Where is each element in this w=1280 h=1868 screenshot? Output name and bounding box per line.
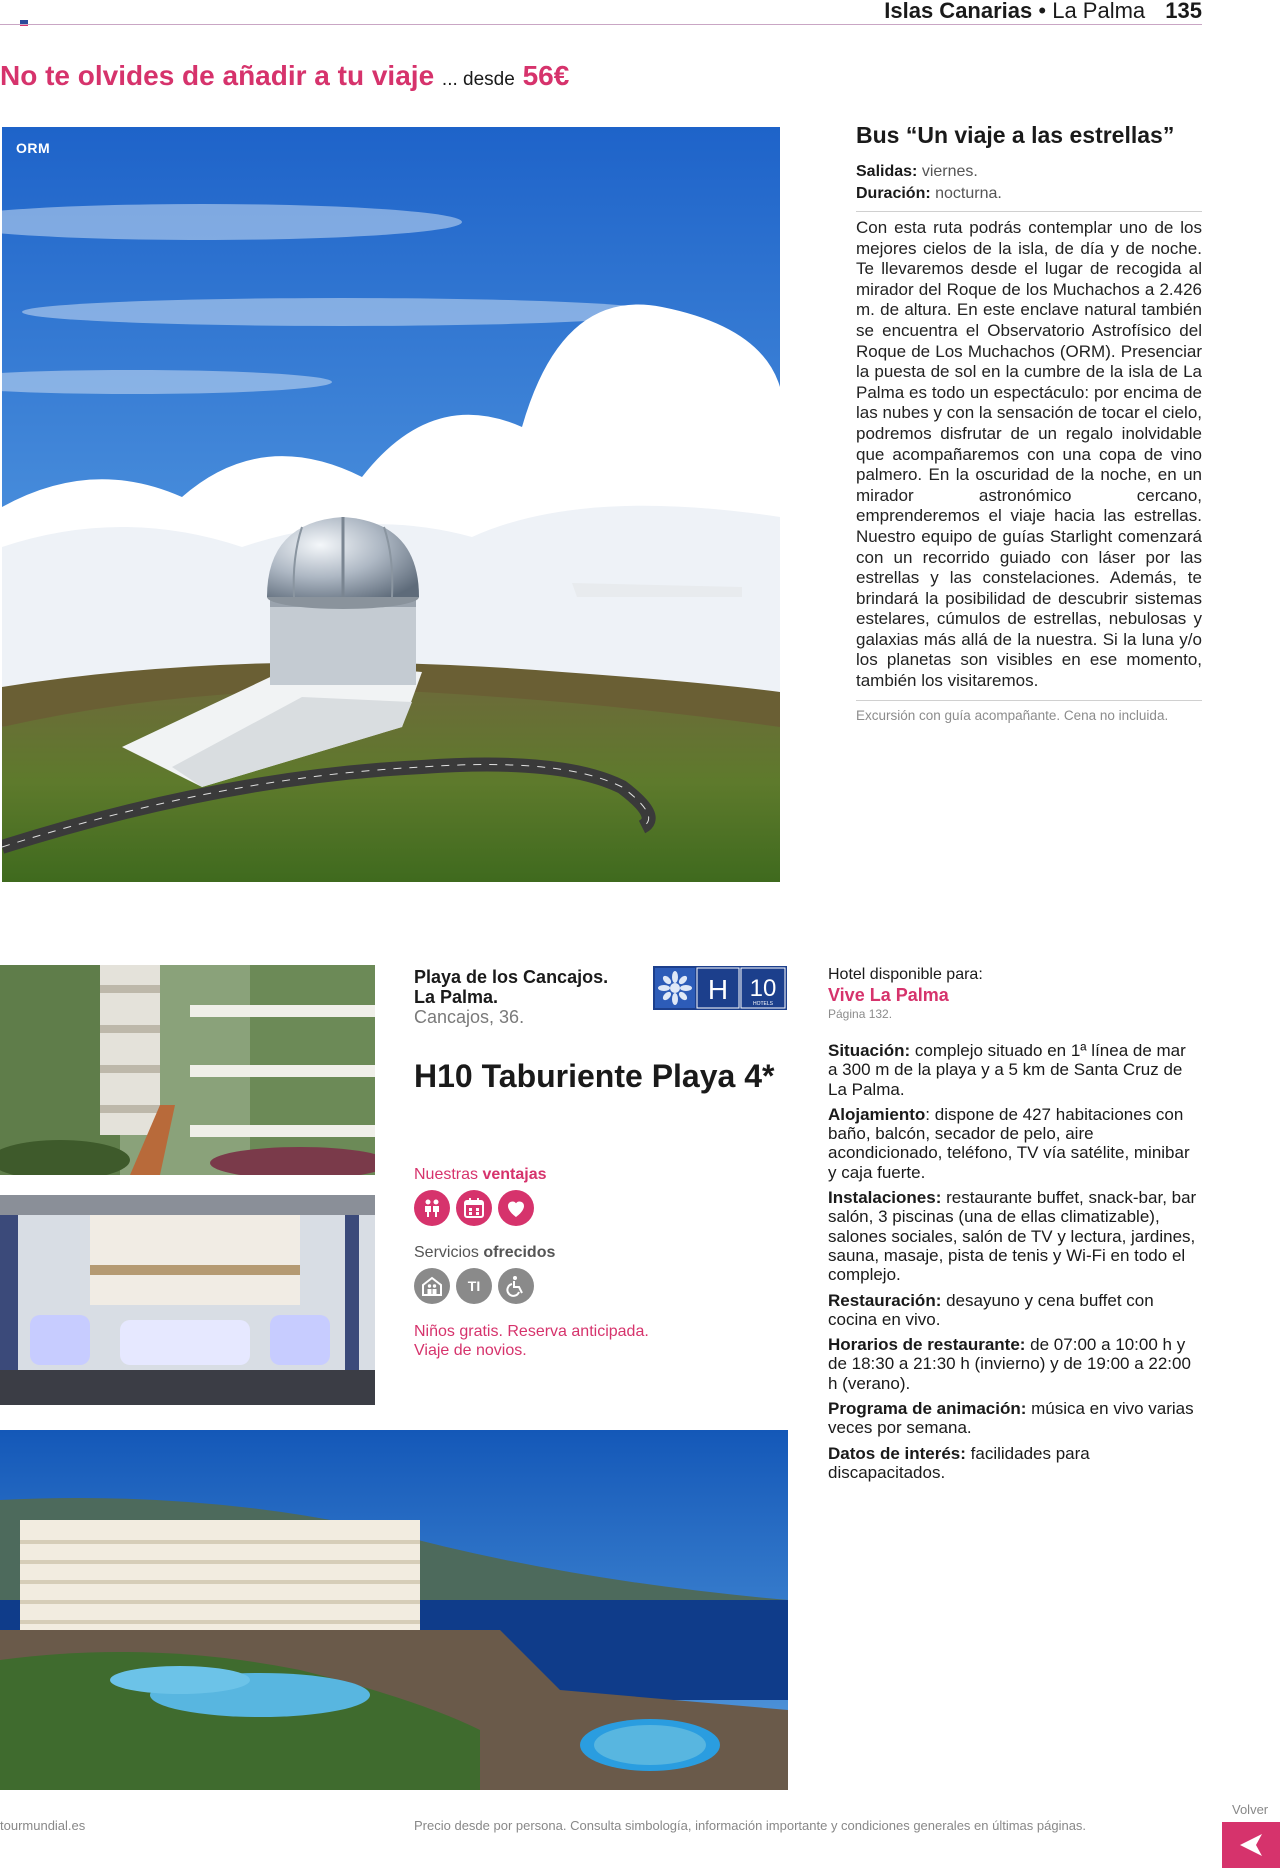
detail-horarios <box>828 1335 1198 1393</box>
detail-text: desayuno y cena buffet con cocina en vivo. <box>828 1290 1154 1329</box>
heart-icon <box>498 1190 534 1226</box>
exterior-illustration <box>0 1430 788 1790</box>
logo-hotels: HOTELS <box>752 1001 774 1007</box>
hotel-availability <box>828 966 1198 1021</box>
back-label[interactable]: Volver <box>1232 1802 1269 1817</box>
header-title <box>884 0 1202 24</box>
detail-text: música en vivo varias veces por semana. <box>828 1399 1194 1438</box>
atrium-illustration <box>0 965 375 1175</box>
hotel-exterior-photo <box>0 1430 788 1790</box>
excursion-description: Con esta ruta podrás contemplar uno de los mejores cielos de la isla, de día y de noche. Te llevaremos desde el lugar de recogida al mirador del Roque de los Muchachos a 2.426 m. de altura. En este enclave natural también se encuentra el Observatorio Astrofísico del Roque de Los Muchachos (ORM). Presenciar la puesta de sol en la cumbre de la isla de La Palma es todo un espectáculo: por encima de las nubes y con la sensación de tocar el cielo, podremos disfrutar de un regalo inolvidable que acompañaremos con una copa de vino palmero. En la oscuridad de la noche, en un mirador astronómico cercano, emprenderemos el viaje hacia las estrellas. Nuestro equipo de guías Starlight comenzará con un recorrido guiado con láser por las estrellas y las constelaciones. Además, te brindará la posibilidad de descubrir sistemas estelares, cúmulos de estrellas, nebulosas y galaxias más allá de la nuestra. Si la luna y/o los planetas son visibles en ese momento, también los visitaremos. <box>856 218 1202 691</box>
back-button[interactable] <box>1222 1822 1280 1868</box>
header-rule <box>0 24 1202 25</box>
detail-alojamiento <box>828 1105 1198 1182</box>
observatory-illustration <box>2 127 780 882</box>
detail-label: Situación: <box>828 1041 911 1060</box>
detail-text: restaurante buffet, snack-bar, bar salón, 3 piscinas (una de ellas climatizable), salones sociales, salón de TV y lectura, jardines, sauna, masaje, pista de tenis y Wi-Fi en todo el complejo. <box>828 1188 1197 1285</box>
divider <box>856 211 1202 212</box>
ventajas-prefix: Nuestras <box>414 1166 479 1183</box>
detail-situacion <box>828 1041 1198 1099</box>
wheelchair-icon <box>498 1268 534 1304</box>
excursion-panel <box>856 122 1202 724</box>
header-separator: • <box>1038 0 1047 23</box>
detail-label: Programa de animación: <box>828 1399 1027 1419</box>
excursion-note: Excursión con guía acompañante. Cena no incluida. <box>856 707 1169 723</box>
hotel-offers <box>414 1322 649 1360</box>
program-link[interactable]: Vive La Palma <box>828 985 949 1005</box>
hotel-address <box>414 967 634 1027</box>
duracion-label: Duración: <box>856 185 931 202</box>
servicios-heading <box>414 1244 555 1262</box>
footer-site[interactable]: tourmundial.es <box>0 1818 86 1833</box>
detail-restauracion <box>828 1291 1198 1330</box>
detail-label: Alojamiento <box>828 1104 926 1124</box>
duracion-value: nocturna. <box>935 185 1002 202</box>
ventajas-icons <box>414 1190 534 1226</box>
salidas-label: Salidas: <box>856 163 918 180</box>
header-island: La Palma <box>1052 0 1146 23</box>
back-arrow-icon <box>1236 1830 1266 1860</box>
servicios-bold: ofrecidos <box>483 1244 556 1261</box>
logo-10: 10 <box>749 975 777 1002</box>
h10-logo-mark <box>653 966 787 1010</box>
promo-price: 56€ <box>522 60 570 91</box>
excursion-duracion <box>856 185 1202 203</box>
detail-text: de 07:00 a 10:00 h y de 18:30 a 21:30 h (invierno) y de 19:00 a 22:00 h (verano). <box>828 1335 1191 1393</box>
excursion-title: Bus “Un viaje a las estrellas” <box>856 122 1175 148</box>
kids-club-icon <box>414 1268 450 1304</box>
footer-disclaimer: Precio desde por persona. Consulta simbología, información importante y condiciones generales en últimas páginas. <box>414 1818 1087 1833</box>
hotel-location-line2: La Palma. <box>414 987 499 1007</box>
header-region: Islas Canarias <box>884 0 1033 23</box>
all-inclusive-icon <box>456 1268 492 1304</box>
detail-text: facilidades para discapacitados. <box>828 1443 1090 1482</box>
photo-credit-label: ORM <box>16 140 51 156</box>
h10-logo <box>653 966 787 1010</box>
detail-label: Horarios de restaurante: <box>828 1335 1026 1355</box>
servicios-prefix: Servicios <box>414 1244 479 1261</box>
detail-animacion <box>828 1399 1198 1438</box>
promo-headline <box>0 60 569 92</box>
servicios-icons <box>414 1268 534 1304</box>
page-number: 135 <box>1165 0 1202 23</box>
observatory-photo <box>2 127 780 882</box>
ventajas-bold: ventajas <box>482 1166 547 1183</box>
offer-line-2: Viaje de novios. <box>414 1342 527 1359</box>
hotel-lobby-photo <box>0 1195 375 1405</box>
hotel-name: H10 Taburiente Playa 4* <box>414 1058 775 1094</box>
promo-desde: ... desde <box>441 69 515 90</box>
hotel-street: Cancajos, 36. <box>414 1007 525 1027</box>
hotel-details <box>828 1041 1198 1488</box>
hotel-location-line1: Playa de los Cancajos. <box>414 967 609 987</box>
header-mark <box>20 20 28 26</box>
ventajas-heading <box>414 1166 547 1184</box>
detail-label: Restauración: <box>828 1290 942 1310</box>
early-booking-icon <box>456 1190 492 1226</box>
detail-instalaciones <box>828 1188 1198 1284</box>
all-inclusive-text: TI <box>467 1278 481 1294</box>
detail-datos <box>828 1444 1198 1483</box>
hotel-atrium-photo <box>0 965 375 1175</box>
kids-free-icon <box>414 1190 450 1226</box>
promo-text: No te olvides de añadir a tu viaje <box>0 60 435 91</box>
program-page: Página 132. <box>828 1007 893 1021</box>
excursion-salidas <box>856 163 1202 181</box>
detail-text: complejo situado en 1ª línea de mar a 300 m de la playa y a 5 km de Santa Cruz de La Palma. <box>828 1041 1186 1099</box>
divider <box>856 700 1202 701</box>
detail-label: Datos de interés: <box>828 1443 966 1463</box>
offer-line-1: Niños gratis. Reserva anticipada. <box>414 1323 649 1340</box>
lobby-illustration <box>0 1195 375 1405</box>
logo-h: H <box>707 974 729 1005</box>
detail-label: Instalaciones: <box>828 1188 942 1208</box>
available-for-label: Hotel disponible para: <box>828 966 983 983</box>
detail-text: : dispone de 427 habitaciones con baño, balcón, secador de pelo, aire acondicionado, teléfono, TV vía satélite, minibar y caja fuerte. <box>828 1104 1190 1182</box>
salidas-value: viernes. <box>921 163 978 180</box>
